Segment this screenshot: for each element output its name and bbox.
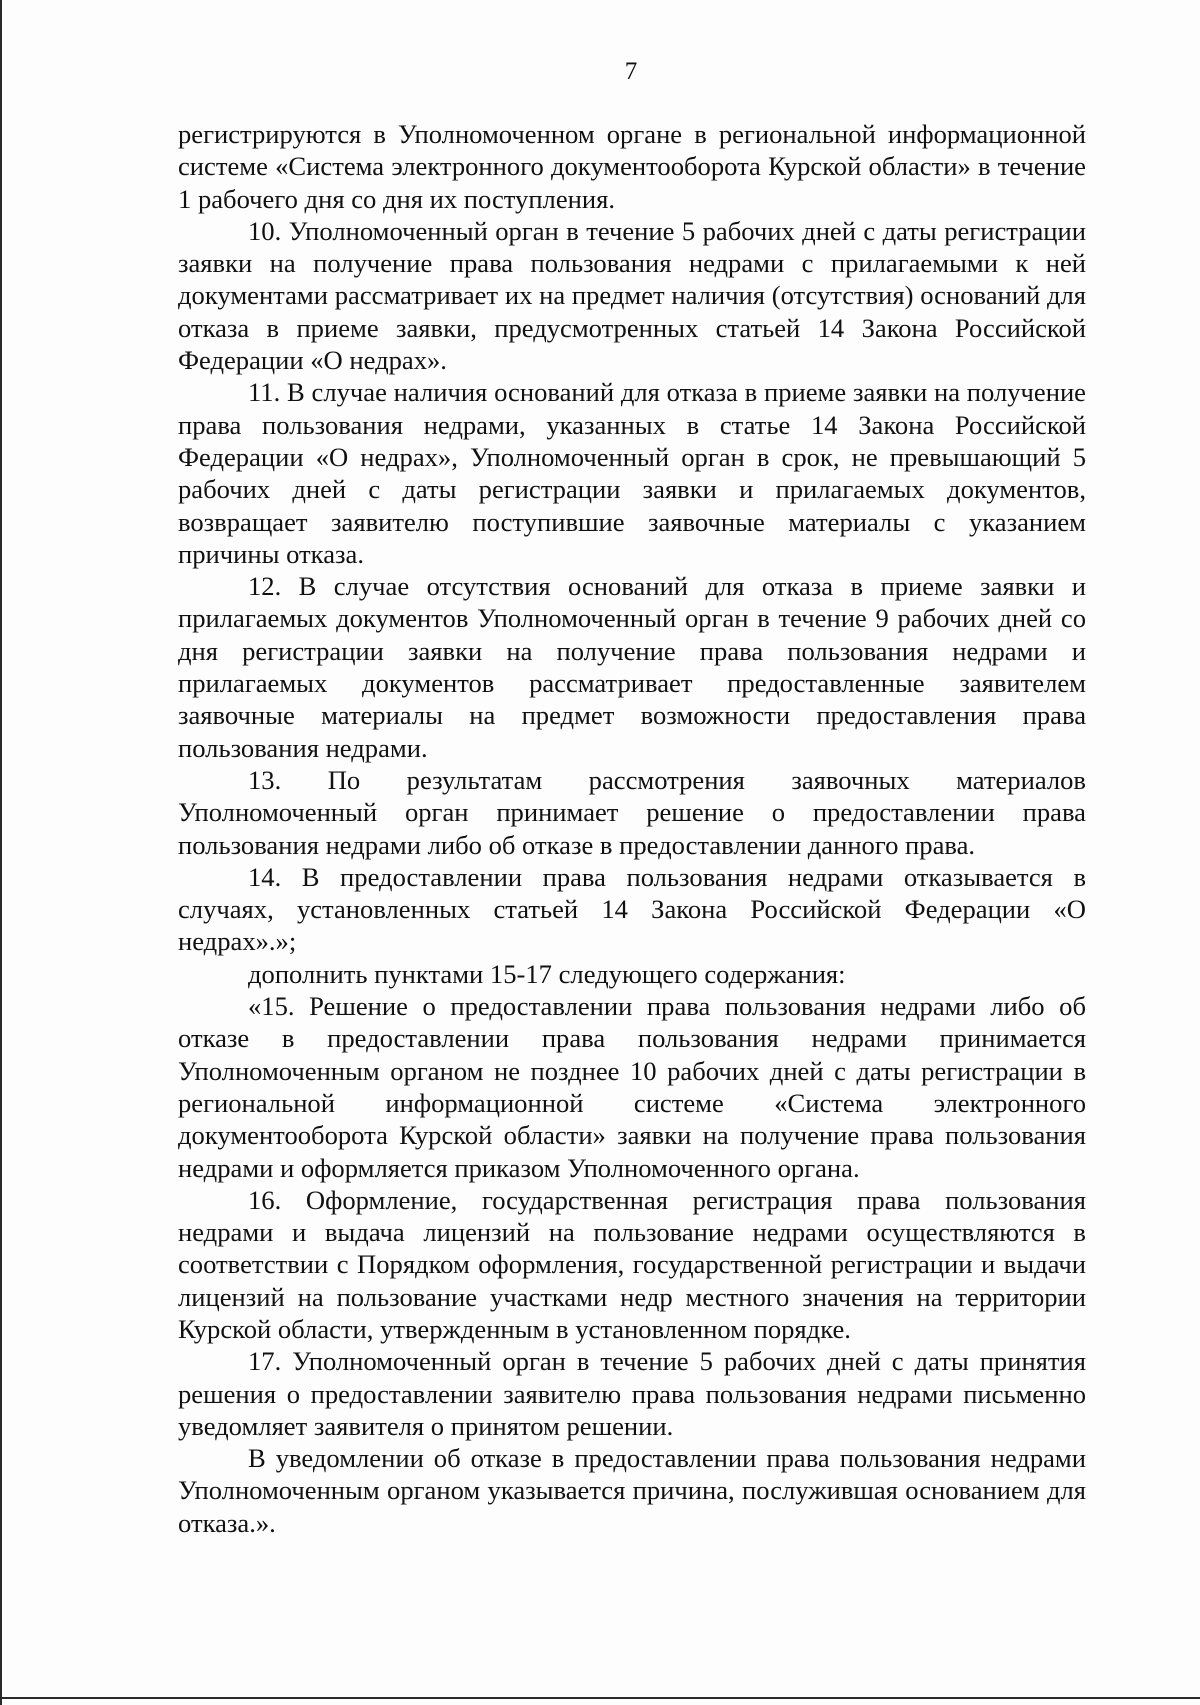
paragraph-item-13: 13. По результатам рассмотрения заявочных материалов Уполномоченный орган принимает решение о предоставлении права пользования недрами либо об отказе в предоставлении данного права. bbox=[178, 764, 1086, 860]
paragraph-item-11: 11. В случае наличия оснований для отказа в приеме заявки на получение права пользования недрами, указанных в статье 14 Закона Российской Федерации «О недрах», Уполномоченный орган в срок, не превышающий 5 рабочих дней с даты регистрации заявки и прилагаемых документов, возвращает заявителю поступившие заявочные материалы с указанием причины отказа. bbox=[178, 377, 1086, 569]
paragraph-item-10: 10. Уполномоченный орган в течение 5 рабочих дней с даты регистрации заявки на получение права пользования недрами с прилагаемыми к ней документами рассматривает их на предмет наличия (отсутствия) оснований для отказа в приеме заявки, предусмотренных статьей 14 Закона Российской Федерации «О недрах». bbox=[178, 215, 1086, 376]
scan-edge-bottom bbox=[0, 1697, 1200, 1699]
paragraph-continuation: регистрируются в Уполномоченном органе в региональной информационной системе «Система электронного документооборота Курской области» в течение 1 рабочего дня со дня их поступления. bbox=[178, 119, 1086, 214]
page-number: 7 bbox=[624, 58, 638, 85]
paragraph-item-12: 12. В случае отсутствия оснований для отказа в приеме заявки и прилагаемых документов Уполномоченный орган в течение 9 рабочих дней со дня регистрации заявки на получение права пользования недрами и прилагаемых документов рассматривает предоставленные заявителем заявочные материалы на предмет возможности предоставления права пользования недрами. bbox=[178, 571, 1086, 763]
paragraph-amendment-intro: дополнить пунктами 15-17 следующего содержания: bbox=[248, 958, 846, 989]
document-body bbox=[178, 118, 1086, 1539]
paragraph-item-14: 14. В предоставлении права пользования недрами отказывается в случаях, установленных статьей 14 Закона Российской Федерации «О недрах».»; bbox=[178, 861, 1086, 957]
paragraph-item-17: 17. Уполномоченный орган в течение 5 рабочих дней с даты принятия решения о предоставлении заявителю права пользования недрами письменно уведомляет заявителя о принятом решении. bbox=[178, 1346, 1086, 1441]
scan-edge-left bbox=[0, 0, 2, 1705]
paragraph-item-16: 16. Оформление, государственная регистрация права пользования недрами и выдача лицензий на пользование недрами осуществляются в соответствии с Порядком оформления, государственной регистрации и выдачи лицензий на пользование участками недр местного значения на территории Курской области, утвержденным в установленном порядке. bbox=[178, 1184, 1086, 1344]
paragraph-item-15: «15. Решение о предоставлении права пользования недрами либо об отказе в предоставлении права пользования недрами принимается Уполномоченным органом не позднее 10 рабочих дней с даты регистрации в региональной информационной системе «Система электронного документооборота Курской области» заявки на получение права пользования недрами и оформляется приказом Уполномоченного органа. bbox=[178, 991, 1086, 1183]
paragraph-refusal-notice: В уведомлении об отказе в предоставлении права пользования недрами Уполномоченным органом указывается причина, послужившая основанием для отказа.». bbox=[178, 1443, 1086, 1538]
